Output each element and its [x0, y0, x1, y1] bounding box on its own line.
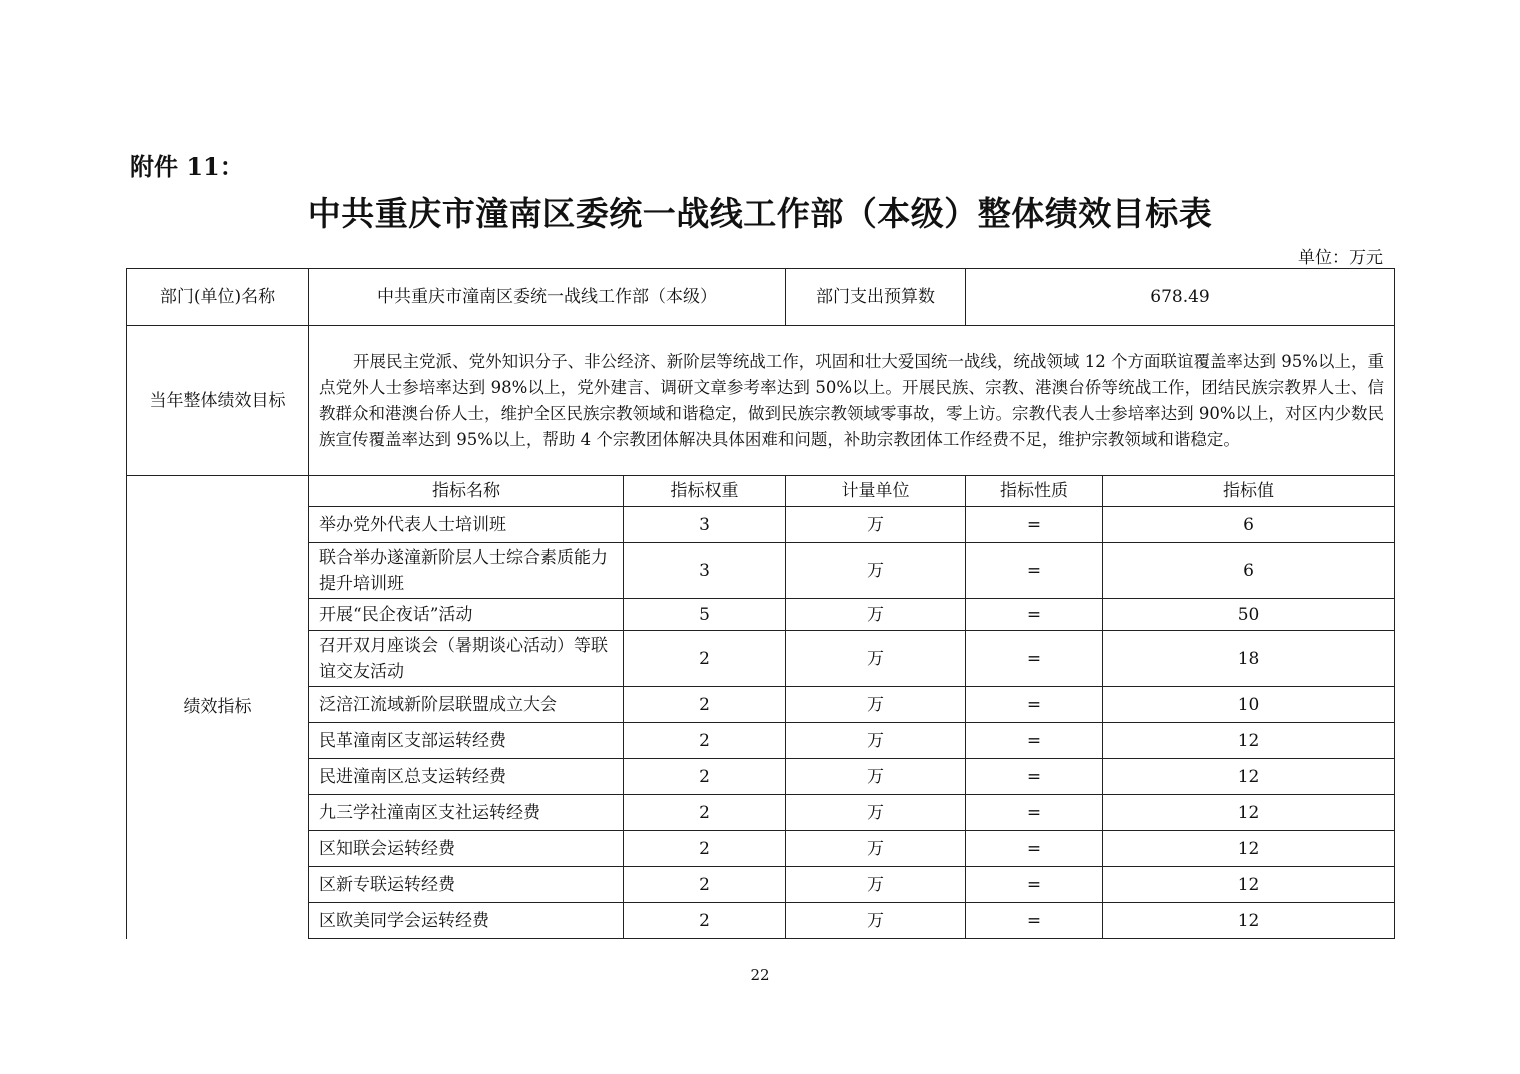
- table-row: [127, 723, 1395, 759]
- indicator-weight: 5: [624, 599, 786, 631]
- indicator-value: 18: [1103, 631, 1395, 687]
- indicator-unit: 万: [786, 759, 966, 795]
- indicator-unit: 万: [786, 631, 966, 687]
- header-indicator-weight: 指标权重: [624, 476, 786, 507]
- goal-row: [127, 326, 1395, 476]
- indicator-nature: =: [966, 631, 1103, 687]
- performance-table: [126, 268, 1395, 939]
- indicator-weight: 2: [624, 687, 786, 723]
- indicator-weight: 3: [624, 507, 786, 543]
- indicator-nature: =: [966, 903, 1103, 939]
- goal-cell: [309, 326, 1395, 476]
- indicator-name: 举办党外代表人士培训班: [309, 507, 624, 543]
- indicator-unit: 万: [786, 723, 966, 759]
- indicator-value: 12: [1103, 867, 1395, 903]
- indicator-name: 九三学社潼南区支社运转经费: [309, 795, 624, 831]
- table-row: [127, 795, 1395, 831]
- indicator-name: 区知联会运转经费: [309, 831, 624, 867]
- indicator-nature: =: [966, 723, 1103, 759]
- indicator-name: 联合举办遂潼新阶层人士综合素质能力提升培训班: [309, 543, 624, 599]
- indicator-name: 区欧美同学会运转经费: [309, 903, 624, 939]
- table-row: [127, 831, 1395, 867]
- indicator-weight: 2: [624, 831, 786, 867]
- indicator-value: 10: [1103, 687, 1395, 723]
- table-row: [127, 543, 1395, 599]
- table-row: [127, 687, 1395, 723]
- indicator-nature: =: [966, 507, 1103, 543]
- indicator-value: 12: [1103, 831, 1395, 867]
- table-row: [127, 507, 1395, 543]
- indicator-unit: 万: [786, 543, 966, 599]
- indicator-nature: =: [966, 599, 1103, 631]
- indicator-name: 召开双月座谈会（暑期谈心活动）等联谊交友活动: [309, 631, 624, 687]
- header-nature: 指标性质: [966, 476, 1103, 507]
- table-row: [127, 631, 1395, 687]
- indicator-nature: =: [966, 543, 1103, 599]
- page-number: 22: [750, 966, 770, 984]
- indicator-weight: 2: [624, 759, 786, 795]
- page-title: 中共重庆市潼南区委统一战线工作部（本级）整体绩效目标表: [307, 194, 1213, 233]
- indicator-weight: 3: [624, 543, 786, 599]
- indicator-value: 12: [1103, 795, 1395, 831]
- indicator-value: 12: [1103, 759, 1395, 795]
- indicator-unit: 万: [786, 507, 966, 543]
- table-row: [127, 867, 1395, 903]
- header-unit: 计量单位: [786, 476, 966, 507]
- indicator-weight: 2: [624, 723, 786, 759]
- header-indicator-name: 指标名称: [309, 476, 624, 507]
- indicator-weight: 2: [624, 903, 786, 939]
- budget-label: 部门支出预算数: [786, 269, 966, 326]
- indicator-weight: 2: [624, 795, 786, 831]
- indicator-value: 12: [1103, 903, 1395, 939]
- indicator-weight: 2: [624, 867, 786, 903]
- indicator-nature: =: [966, 831, 1103, 867]
- table-row: [127, 903, 1395, 939]
- indicator-value: 6: [1103, 507, 1395, 543]
- indicator-name: 民革潼南区支部运转经费: [309, 723, 624, 759]
- indicator-value: 50: [1103, 599, 1395, 631]
- indicator-value: 6: [1103, 543, 1395, 599]
- indicator-unit: 万: [786, 867, 966, 903]
- dept-info-row: [127, 269, 1395, 326]
- dept-value: 中共重庆市潼南区委统一战线工作部（本级）: [309, 269, 786, 326]
- indicator-name: 泛涪江流域新阶层联盟成立大会: [309, 687, 624, 723]
- attachment-label: 附件 11：: [130, 152, 244, 181]
- indicator-nature: =: [966, 687, 1103, 723]
- indicator-unit: 万: [786, 687, 966, 723]
- budget-value: 678.49: [966, 269, 1395, 326]
- indicator-value: 12: [1103, 723, 1395, 759]
- table-row: [127, 599, 1395, 631]
- indicator-name: 民进潼南区总支运转经费: [309, 759, 624, 795]
- indicator-unit: 万: [786, 599, 966, 631]
- indicator-header-row: [127, 476, 1395, 507]
- indicator-name: 开展“民企夜话”活动: [309, 599, 624, 631]
- indicator-section-label: 绩效指标: [127, 476, 309, 939]
- goal-label: 当年整体绩效目标: [127, 326, 309, 476]
- indicator-unit: 万: [786, 795, 966, 831]
- header-value: 指标值: [1103, 476, 1395, 507]
- indicator-nature: =: [966, 759, 1103, 795]
- indicator-nature: =: [966, 795, 1103, 831]
- table-row: [127, 759, 1395, 795]
- indicator-unit: 万: [786, 831, 966, 867]
- indicator-nature: =: [966, 867, 1103, 903]
- indicator-name: 区新专联运转经费: [309, 867, 624, 903]
- goal-text: 开展民主党派、党外知识分子、非公经济、新阶层等统战工作，巩固和壮大爱国统一战线，统战领域 12 个方面联谊覆盖率达到 95%以上，重点党外人士参培率达到 98%以上，党外建言、调研文章参考率达到 50%以上。开展民族、宗教、港澳台侨等统战工作，团结民族宗教界人士、信教群众和港澳台侨人士，维护全区民族宗教领域和谐稳定，做到民族宗教领域零事故，零上访。宗教代表人士参培率达到 90%以上，对区内少数民族宣传覆盖率达到 95%以上，帮助 4 个宗教团体解决具体困难和问题，补助宗教团体工作经费不足，维护宗教领域和谐稳定。: [319, 351, 1385, 449]
- unit-label: 单位：万元: [1298, 248, 1383, 268]
- indicator-unit: 万: [786, 903, 966, 939]
- dept-label: 部门(单位)名称: [127, 269, 309, 326]
- indicator-weight: 2: [624, 631, 786, 687]
